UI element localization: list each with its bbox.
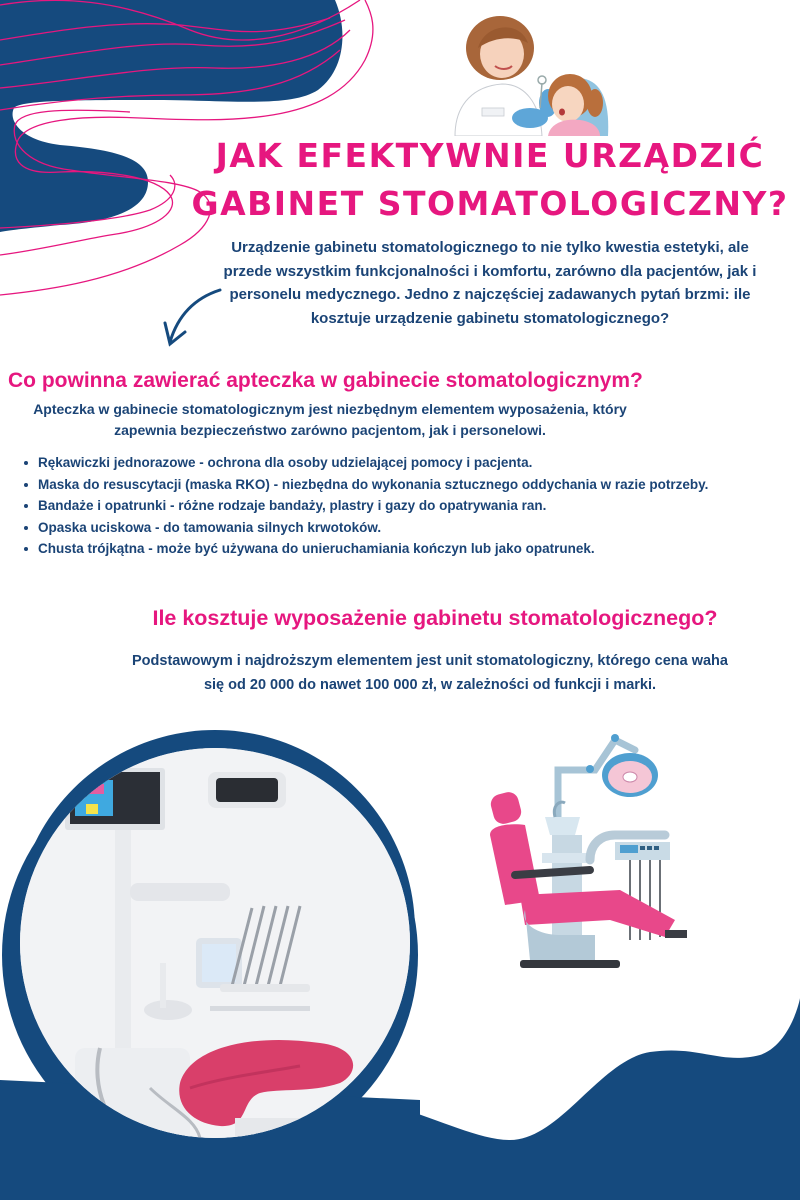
list-item bbox=[22, 452, 792, 474]
list-item bbox=[22, 495, 792, 517]
list-item-text: Maska do resuscytacji (maska RKO) - niezbędna do wykonania sztucznego oddychania w razie potrzeby. bbox=[38, 476, 709, 492]
first-aid-heading: Co powinna zawierać apteczka w gabinecie stomatologicznym? bbox=[8, 369, 643, 392]
title-line-1: JAK EFEKTYWNIE URZĄDZIĆ bbox=[215, 136, 765, 175]
list-item-text: Rękawiczki jednorazowe - ochrona dla osoby udzielającej pomocy i pacjenta. bbox=[38, 455, 533, 470]
list-item-text: Bandaże i opatrunki - różne rodzaje bandaży, plastry i gazy do opatrywania ran. bbox=[38, 498, 547, 513]
dental-chair-illustration bbox=[480, 725, 695, 970]
first-aid-lead: Apteczka w gabinecie stomatologicznym jest niezbędnym elementem wyposażenia, który zapewnia bezpieczeństwo zarówno pacjentom, jak i personelowi. bbox=[33, 401, 627, 438]
navy-wave-bottom bbox=[400, 998, 800, 1200]
intro-paragraph: Urządzenie gabinetu stomatologicznego to nie tylko kwestia estetyki, ale przede wszystkim funkcjonalności i komfortu, zarówno dla pacjentów, jak i personelu medycznego. Jedno z najczęściej zadawanych pytań brzmi: ile kosztuje urządzenie gabinetu stomatologicznego? bbox=[223, 239, 757, 327]
bullet-icon bbox=[24, 461, 28, 465]
list-item bbox=[22, 474, 792, 496]
bullet-icon bbox=[24, 504, 28, 508]
dentist-with-child-illustration bbox=[430, 8, 630, 136]
cost-heading: Ile kosztuje wyposażenie gabinetu stomatologicznego? bbox=[152, 606, 718, 630]
list-item-text: Chusta trójkątna - może być używana do unieruchamiania kończyn lub jako opatrunek. bbox=[38, 541, 595, 556]
title-line-2: GABINET STOMATOLOGICZNY? bbox=[191, 184, 789, 223]
list-item bbox=[22, 538, 792, 560]
bullet-icon bbox=[24, 483, 28, 487]
list-item-text: Opaska uciskowa - do tamowania silnych krwotoków. bbox=[38, 519, 382, 535]
cost-paragraph: Podstawowym i najdroższym elementem jest unit stomatologiczny, którego cena waha się od 20 000 do nawet 100 000 zł, w zależności od funkcji i marki. bbox=[132, 653, 728, 693]
first-aid-list bbox=[22, 452, 792, 560]
dental-unit-photo bbox=[20, 748, 410, 1138]
list-item bbox=[22, 517, 792, 539]
bullet-icon bbox=[24, 547, 28, 551]
bullet-icon bbox=[24, 526, 28, 530]
page-title bbox=[190, 132, 790, 228]
